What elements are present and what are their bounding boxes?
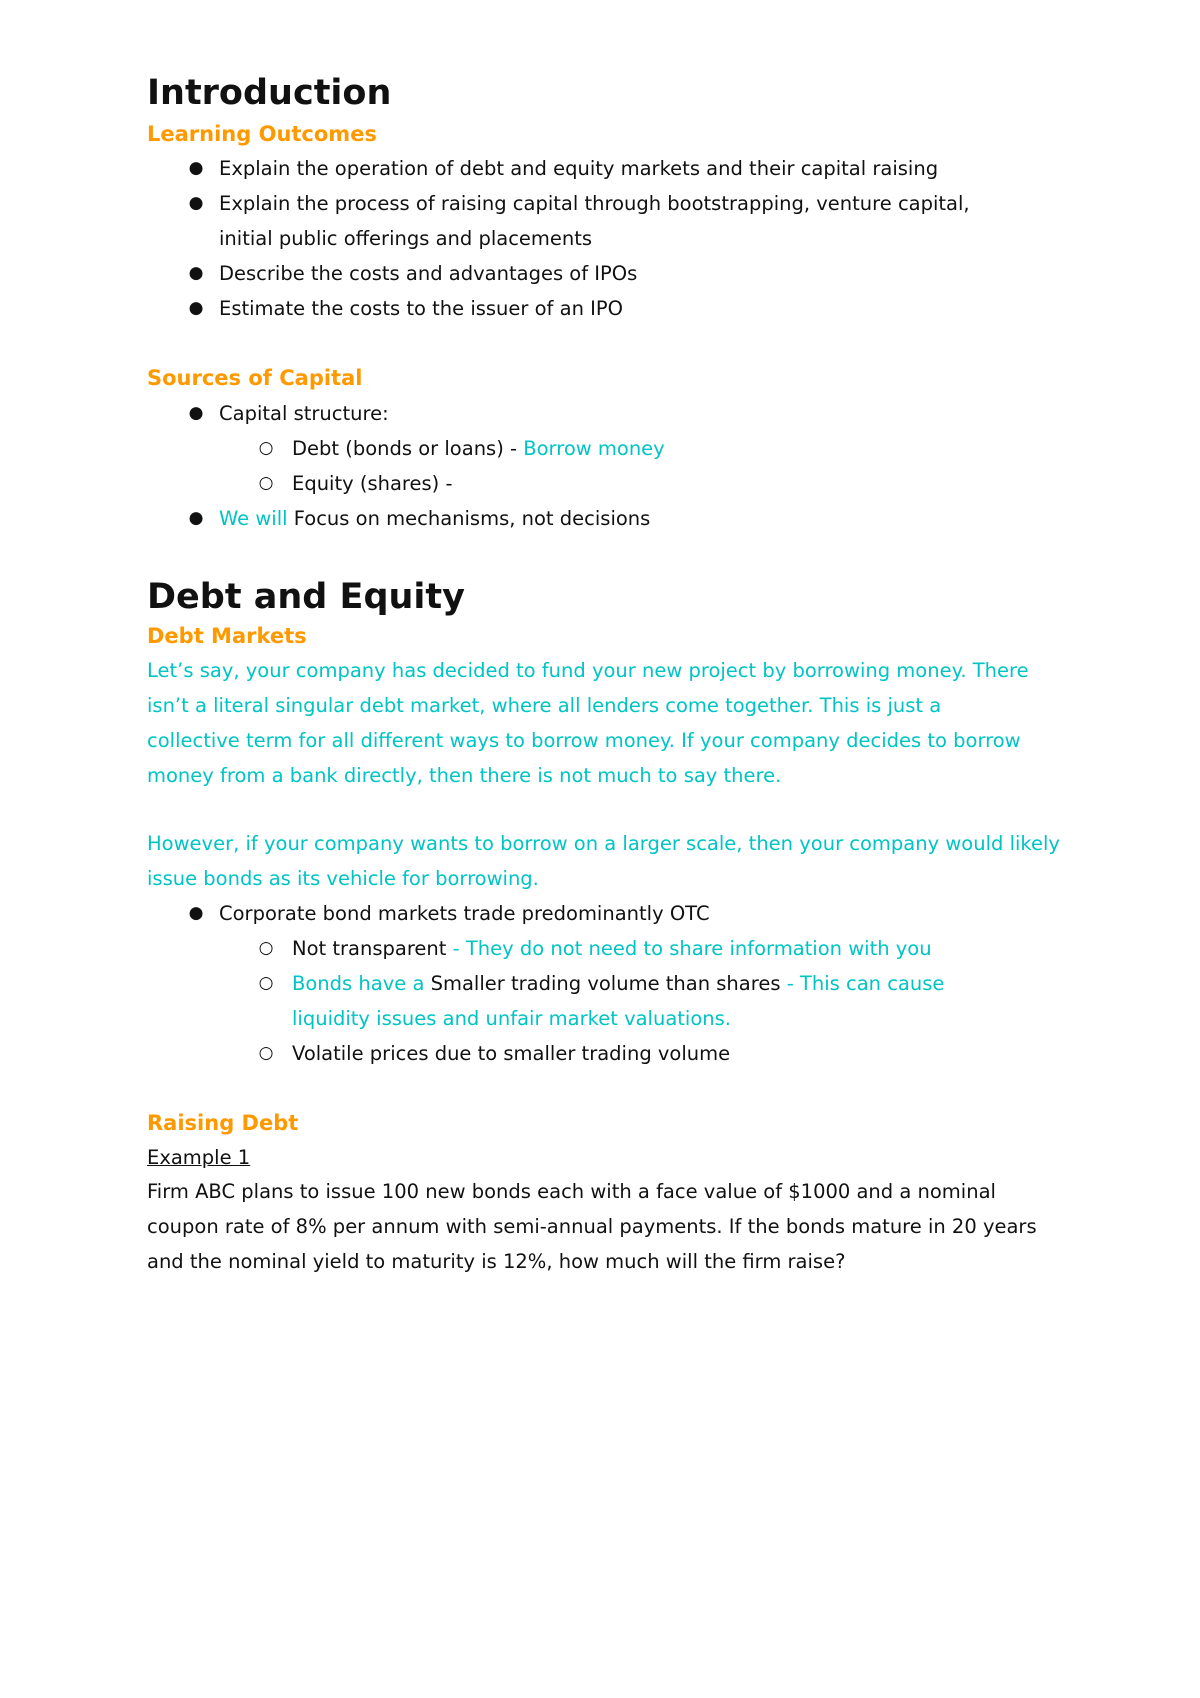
list-item	[219, 931, 997, 966]
debt-markets-paragraph-2: However, if your company wants to borrow on a larger scale, then your company would likely issue bonds as its vehicle for borrowing.	[147, 832, 1060, 891]
bullet-icon: ●	[188, 263, 204, 284]
example-label: Example 1	[147, 1145, 251, 1169]
list-item-prefix: We will	[219, 506, 288, 530]
list-item	[147, 396, 1067, 501]
list-item-note: - They do not need to share information with you	[446, 937, 932, 961]
learning-outcomes-list	[147, 151, 1067, 326]
list-item-text: Debt (bonds or loans) -	[292, 436, 524, 460]
hollow-bullet-icon: ○	[258, 1043, 274, 1064]
hollow-bullet-icon: ○	[258, 938, 274, 959]
list-item	[147, 291, 1067, 326]
list-item	[219, 1036, 997, 1071]
list-item-text: Corporate bond markets trade predominantly OTC	[219, 902, 710, 926]
heading-learning-outcomes: Learning Outcomes	[147, 121, 377, 146]
list-item-text: Equity (shares) -	[292, 471, 453, 495]
capital-structure-sublist	[147, 431, 1067, 501]
list-item	[147, 151, 1067, 186]
bullet-icon: ●	[188, 193, 204, 214]
spacer	[147, 793, 1067, 826]
heading-raising-debt: Raising Debt	[147, 1111, 299, 1136]
list-item-text: Explain the operation of debt and equity markets and their capital raising	[219, 157, 939, 181]
bullet-icon: ●	[188, 402, 204, 423]
debt-markets-list	[147, 896, 1067, 1071]
list-item	[147, 256, 1067, 291]
hollow-bullet-icon: ○	[258, 973, 274, 994]
list-item-text: Focus on mechanisms, not decisions	[287, 506, 651, 530]
list-item-text: Capital structure:	[219, 401, 389, 425]
list-item	[147, 896, 1067, 1071]
list-item-text: Not transparent	[292, 937, 447, 961]
list-item-text: Explain the process of raising capital through bootstrapping, venture capital, initial public offerings and placements	[219, 192, 970, 251]
document-page	[147, 72, 1067, 1279]
heading-debt-markets: Debt Markets	[147, 623, 307, 648]
list-item	[147, 186, 1067, 256]
list-item	[219, 431, 1067, 466]
spacer	[147, 536, 1067, 576]
heading-sources-of-capital: Sources of Capital	[147, 366, 363, 391]
list-item-text: Estimate the costs to the issuer of an IPO	[219, 297, 623, 321]
sources-of-capital-list	[147, 396, 1067, 536]
section-title-introduction: Introduction	[147, 73, 392, 113]
debt-markets-paragraph-1: Let’s say, your company has decided to fund your new project by borrowing money. There isn’t a literal singular debt market, where all lenders come together. This is just a collective term for all different ways to borrow money. If your company decides to borrow money from a bank directly, then there is not much to say there.	[147, 659, 1029, 788]
otc-sublist	[147, 931, 1067, 1071]
bullet-icon: ●	[188, 903, 204, 924]
spacer	[147, 1071, 1067, 1107]
list-item-prefix: Bonds have a	[292, 972, 431, 996]
list-item-note: - This can cause liquidity issues and unfair market valuations.	[292, 972, 945, 1031]
list-item	[219, 466, 1067, 501]
section-title-debt-and-equity: Debt and Equity	[147, 576, 465, 617]
list-item	[219, 966, 997, 1036]
bullet-icon: ●	[188, 298, 204, 319]
list-item-text: Describe the costs and advantages of IPOs	[219, 262, 638, 286]
hollow-bullet-icon: ○	[258, 472, 274, 493]
list-item-text: Volatile prices due to smaller trading volume	[292, 1042, 731, 1066]
list-item-text: Smaller trading volume than shares	[430, 972, 781, 996]
spacer	[147, 326, 1067, 362]
list-item	[147, 501, 1067, 536]
bullet-icon: ●	[188, 507, 204, 528]
hollow-bullet-icon: ○	[258, 437, 274, 458]
list-item-note: Borrow money	[523, 436, 665, 460]
bullet-icon: ●	[188, 158, 204, 179]
example-text: Firm ABC plans to issue 100 new bonds each with a face value of $1000 and a nominal coupon rate of 8% per annum with semi-annual payments. If the bonds mature in 20 years and the nominal yield to maturity is 12%, how much will the firm raise?	[147, 1179, 1037, 1273]
